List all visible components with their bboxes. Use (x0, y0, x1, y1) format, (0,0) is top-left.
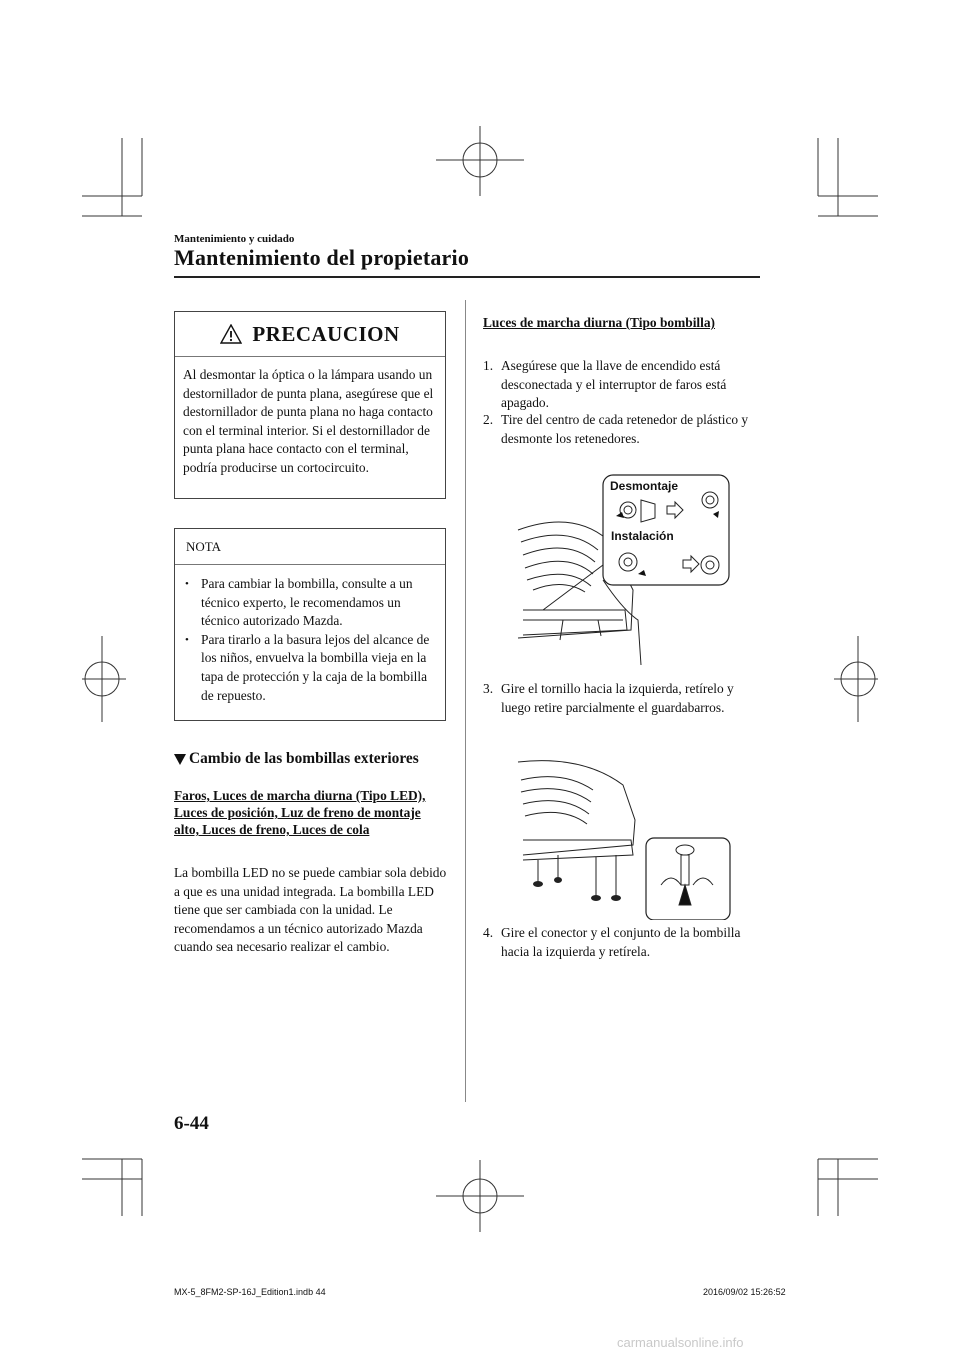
step-number: 1. (483, 358, 494, 373)
step-number: 2. (483, 412, 494, 427)
fender-screw-illustration (513, 760, 733, 920)
watermark: carmanualsonline.info (617, 1335, 744, 1350)
caution-title: PRECAUCION (252, 321, 400, 346)
page-number: 6-44 (174, 1113, 209, 1134)
note-item: • Para cambiar la bombilla, consulte a un técnico experto, le recomendamos un técnico autorizado Mazda. (183, 575, 439, 631)
step-number: 3. (483, 681, 494, 696)
retainer-illustration (513, 470, 733, 670)
caution-box (174, 311, 446, 499)
note-box (174, 528, 446, 721)
triangle-bullet-icon (174, 754, 186, 765)
caution-header (175, 312, 445, 357)
note-list (175, 565, 445, 705)
step-text: Gire el conector y el conjunto de la bombilla hacia la izquierda y retírela. (501, 925, 741, 959)
page-title: Mantenimiento del propietario (174, 245, 470, 270)
step-text: Asegúrese que la llave de encendido está desconectada y el interruptor de faros está apagado. (501, 358, 727, 411)
led-paragraph: La bombilla LED no se puede cambiar sola debido a que es una unidad integrada. La bombilla LED tiene que ser cambiada con la unidad. Le recomendamos a un técnico autorizado Mazda cuando sea necesario realizar el cambio. (174, 865, 447, 955)
warning-triangle-icon (220, 324, 242, 344)
step-3 (483, 680, 753, 717)
bulb-type-heading: Faros, Luces de marcha diurna (Tipo LED), Luces de posición, Luz de freno de montaje alto, Luces de freno, Luces de cola (174, 788, 426, 837)
caution-text: Al desmontar la óptica o la lámpara usando un destornillador de punta plana, asegúrese que el destornillador de punta plana no haga contacto con el terminal interior. Si el destornillador de punta plana hace contacto con el terminal, podría producirse un cortocircuito. (183, 367, 434, 475)
subheading-text: Cambio de las bombillas exteriores (189, 750, 419, 767)
footer-date: 2016/09/02 15:26:52 (703, 1287, 786, 1297)
step-4 (483, 924, 753, 961)
column-divider (465, 300, 466, 1102)
subheading (174, 750, 419, 768)
step-text: Gire el tornillo hacia la izquierda, retírelo y luego retire parcialmente el guardabarros. (501, 681, 734, 715)
title-rule (174, 276, 760, 278)
step-text: Tire del centro de cada retenedor de plástico y desmonte los retenedores. (501, 412, 749, 446)
drl-heading: Luces de marcha diurna (Tipo bombilla) (483, 315, 716, 330)
footer-file-info: MX-5_8FM2-SP-16J_Edition1.indb 44 (174, 1287, 326, 1297)
section-label: Mantenimiento y cuidado (174, 233, 295, 245)
installation-label: Instalación (611, 529, 674, 543)
note-title: NOTA (175, 529, 445, 565)
step-number: 4. (483, 925, 494, 940)
removal-label: Desmontaje (610, 479, 679, 493)
note-item: • Para tirarlo a la basura lejos del alcance de los niños, envuelva la bombilla vieja en la tapa de protección y la caja de la bombilla de repuesto. (183, 631, 439, 705)
step-1 (483, 357, 753, 413)
step-2 (483, 411, 753, 448)
